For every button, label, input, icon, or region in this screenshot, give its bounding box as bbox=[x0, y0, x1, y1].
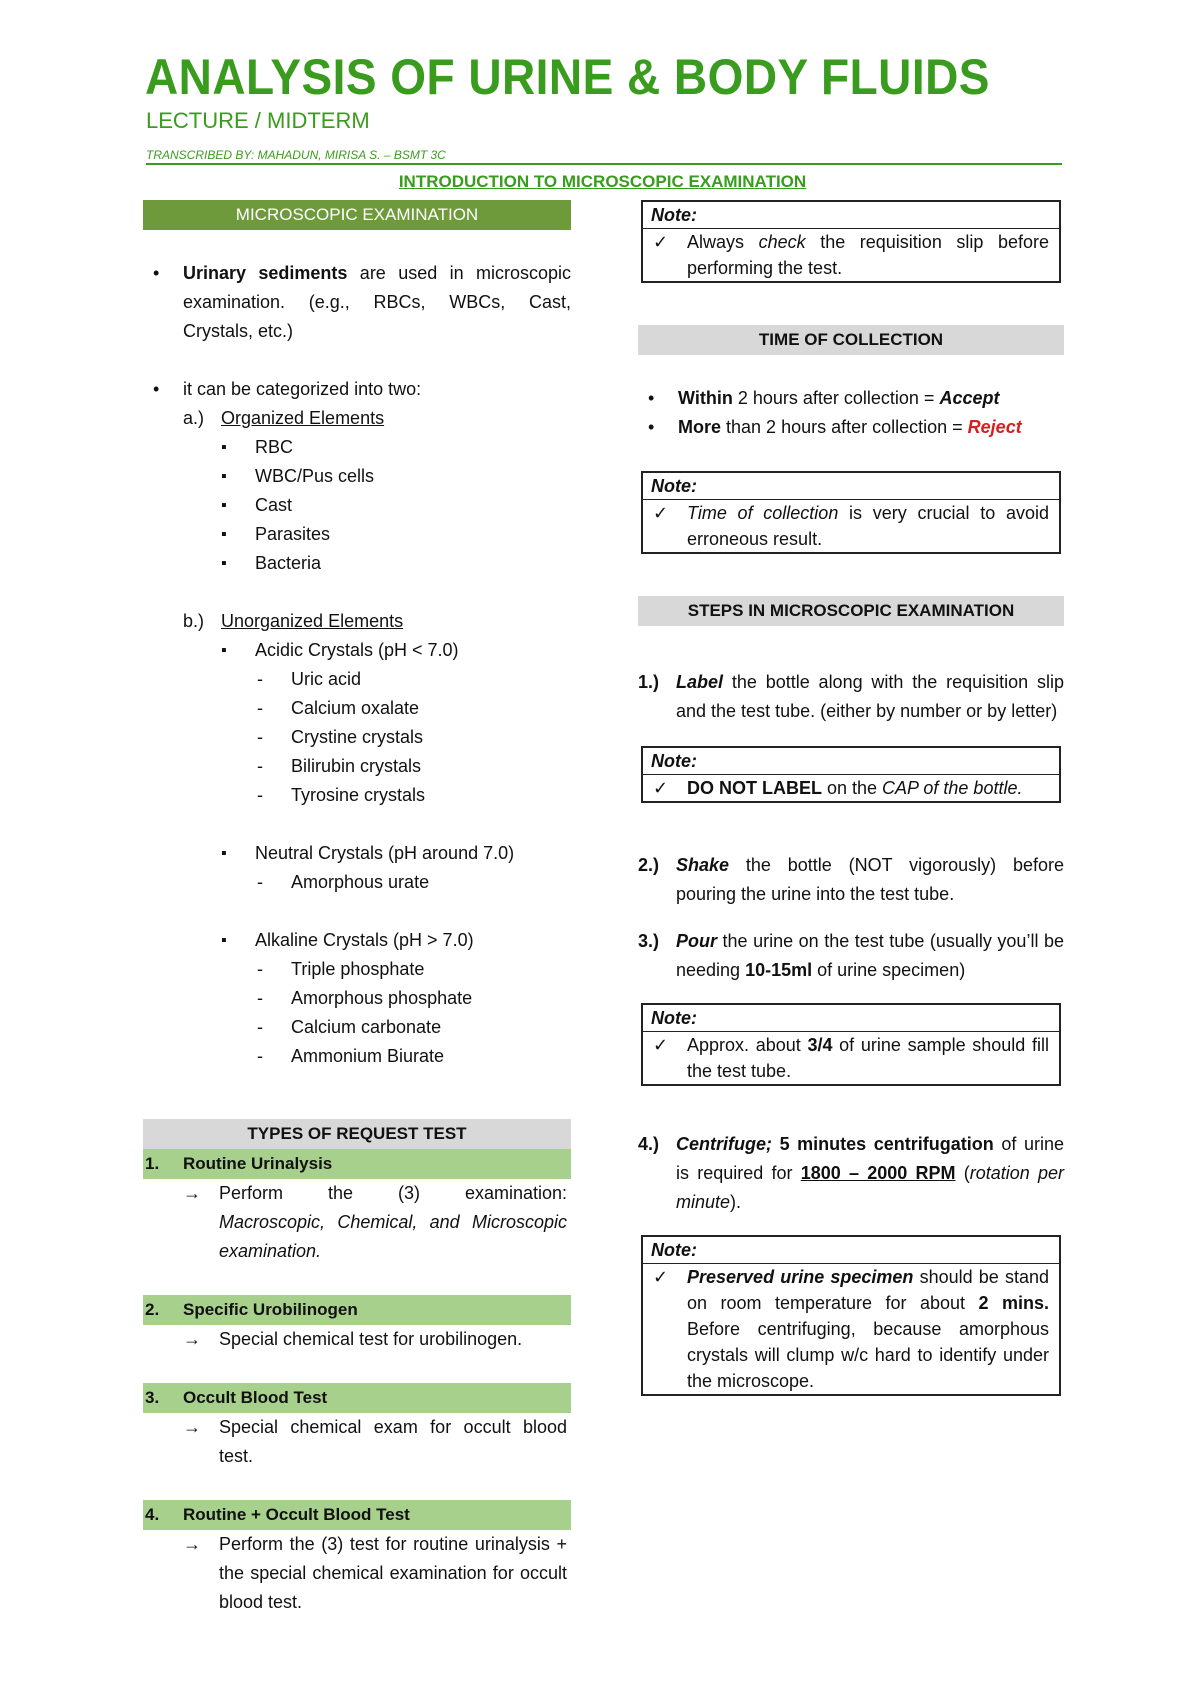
description-text: Perform the (3) examination: bbox=[219, 1183, 567, 1203]
step-text: ). bbox=[730, 1192, 742, 1212]
request-title: Routine + Occult Blood Test bbox=[183, 1505, 410, 1524]
step-keyword: Shake bbox=[676, 855, 730, 875]
note-bold: 3/4 bbox=[807, 1035, 833, 1055]
organized-elements-label bbox=[143, 404, 571, 433]
note-box-volume bbox=[641, 1003, 1061, 1086]
request-description bbox=[143, 1179, 571, 1266]
request-title: Occult Blood Test bbox=[183, 1388, 328, 1407]
note-bold-italic: Preserved urine specimen bbox=[687, 1267, 914, 1287]
bullet-more-than-2-hours bbox=[638, 413, 1064, 442]
bullet-within-2-hours bbox=[638, 384, 1064, 413]
step-number: 3.) bbox=[638, 931, 660, 951]
list-item: - Amorphous urate bbox=[143, 868, 571, 897]
note-label: Note: bbox=[643, 202, 1059, 229]
note-text: Approx. about bbox=[687, 1035, 808, 1055]
reject-label: Reject bbox=[967, 417, 1022, 437]
step-text: ( bbox=[955, 1163, 970, 1183]
step-text: the urine on the test tube (usually you’ll be needing bbox=[676, 931, 1064, 980]
list-letter: b.) bbox=[183, 611, 205, 631]
list-item: ▪ RBC bbox=[143, 433, 571, 462]
steps-header: STEPS IN MICROSCOPIC EXAMINATION bbox=[638, 596, 1064, 626]
note-box-requisition bbox=[641, 200, 1061, 283]
request-description bbox=[143, 1530, 571, 1617]
alkaline-crystals-list bbox=[143, 955, 571, 1071]
list-item: - Ammonium Biurate bbox=[143, 1042, 571, 1071]
microscopic-examination-header: MICROSCOPIC EXAMINATION bbox=[143, 200, 571, 230]
note-bold: 2 mins. bbox=[978, 1293, 1049, 1313]
request-description bbox=[143, 1413, 571, 1471]
list-item: - Crystine crystals bbox=[143, 723, 571, 752]
step-bold: 10-15ml bbox=[745, 960, 813, 980]
right-column bbox=[638, 200, 1064, 1396]
note-text: should be stand on room temperature for about bbox=[687, 1267, 1049, 1313]
list-item: - Bilirubin crystals bbox=[143, 752, 571, 781]
list-item: - Amorphous phosphate bbox=[143, 984, 571, 1013]
note-label: Note: bbox=[643, 1005, 1059, 1032]
step-number: 4.) bbox=[638, 1134, 660, 1154]
neutral-crystals-list bbox=[143, 868, 571, 897]
check-icon: ✓ bbox=[653, 1035, 669, 1055]
step-text: of urine is required for bbox=[676, 1134, 1064, 1183]
list-item: ▪ Cast bbox=[143, 491, 571, 520]
request-occult-blood-test bbox=[143, 1383, 571, 1413]
note-body bbox=[643, 500, 1059, 552]
step-4 bbox=[638, 1130, 1064, 1217]
note-label: Note: bbox=[643, 473, 1059, 500]
check-icon: ✓ bbox=[653, 778, 669, 798]
request-routine-plus-occult bbox=[143, 1500, 571, 1530]
description-text: Special chemical exam for occult blood test. bbox=[219, 1417, 567, 1466]
step-keyword: Label bbox=[676, 672, 724, 692]
step-italic: rotation per minute bbox=[676, 1163, 1064, 1212]
request-description bbox=[143, 1325, 571, 1354]
step-text: the bottle (NOT vigorously) before pouring the urine into the test tube. bbox=[676, 855, 1064, 904]
step-number: 1.) bbox=[638, 672, 660, 692]
note-box-preserved bbox=[641, 1235, 1061, 1396]
document-title: ANALYSIS OF URINE & BODY FLUIDS bbox=[145, 49, 990, 105]
note-text: Before centrifuging, because amorphous crystals will clump w/c hard to identify under the microscope. bbox=[687, 1319, 1049, 1391]
list-item: - Uric acid bbox=[143, 665, 571, 694]
note-bold: DO NOT LABEL bbox=[687, 778, 822, 798]
bullet-text: are used in microscopic examination. (e.g., RBCs, WBCs, Cast, Crystals, etc.) bbox=[183, 263, 571, 341]
note-body bbox=[643, 1264, 1059, 1394]
acidic-crystals-label: ▪ Acidic Crystals (pH < 7.0) bbox=[143, 636, 571, 665]
request-routine-urinalysis bbox=[143, 1149, 571, 1179]
note-box-label bbox=[641, 746, 1061, 803]
unorganized-elements-label bbox=[143, 607, 571, 636]
step-bold: 5 minutes centrifugation bbox=[772, 1134, 994, 1154]
note-body bbox=[643, 1032, 1059, 1084]
note-text: Always bbox=[687, 232, 759, 252]
arrow-icon: → bbox=[183, 1417, 201, 1437]
list-item: - Triple phosphate bbox=[143, 955, 571, 984]
request-title: Routine Urinalysis bbox=[183, 1154, 333, 1173]
request-number: 4. bbox=[145, 1505, 160, 1524]
step-text: the bottle along with the requisition slip and the test tube. (either by number or by letter) bbox=[676, 672, 1064, 721]
arrow-icon: → bbox=[183, 1534, 201, 1554]
time-of-collection-header: TIME OF COLLECTION bbox=[638, 325, 1064, 355]
list-item: - Calcium oxalate bbox=[143, 694, 571, 723]
note-text: on the bbox=[822, 778, 883, 798]
list-item: ▪ Parasites bbox=[143, 520, 571, 549]
step-keyword: Pour bbox=[676, 931, 718, 951]
bullet-urinary-sediments bbox=[143, 259, 571, 346]
bullet-text: than 2 hours after collection = bbox=[721, 417, 968, 437]
step-text: of urine specimen) bbox=[812, 960, 966, 980]
request-number: 3. bbox=[145, 1388, 160, 1407]
description-italic: Macroscopic, Chemical, and Microscopic examination. bbox=[219, 1212, 567, 1261]
bold-term: Within bbox=[678, 388, 733, 408]
step-1 bbox=[638, 668, 1064, 726]
bullet-categorized: • it can be categorized into two: bbox=[143, 375, 571, 404]
types-of-request-header: TYPES OF REQUEST TEST bbox=[143, 1119, 571, 1149]
note-label: Note: bbox=[643, 1237, 1059, 1264]
bold-term: Urinary sediments bbox=[183, 263, 348, 283]
request-specific-urobilinogen bbox=[143, 1295, 571, 1325]
list-item: - Tyrosine crystals bbox=[143, 781, 571, 810]
note-body bbox=[643, 775, 1059, 801]
step-3 bbox=[638, 927, 1064, 985]
bullet-text: 2 hours after collection = bbox=[732, 388, 940, 408]
description-text: Perform the (3) test for routine urinalysis + the special chemical examination for occult blood test. bbox=[219, 1534, 567, 1612]
list-letter: a.) bbox=[183, 408, 205, 428]
arrow-icon: → bbox=[183, 1183, 201, 1203]
note-text: is very crucial to avoid erroneous result. bbox=[687, 503, 1049, 549]
document-subtitle: LECTURE / MIDTERM bbox=[146, 108, 370, 133]
acidic-crystals-list bbox=[143, 665, 571, 810]
bold-term: More bbox=[678, 417, 722, 437]
note-italic: CAP of the bottle. bbox=[882, 778, 1023, 798]
request-title: Specific Urobilinogen bbox=[183, 1300, 358, 1319]
section-heading: INTRODUCTION TO MICROSCOPIC EXAMINATION bbox=[398, 172, 807, 191]
check-icon: ✓ bbox=[653, 1267, 669, 1287]
step-number: 2.) bbox=[638, 855, 660, 875]
alkaline-crystals-label: ▪ Alkaline Crystals (pH > 7.0) bbox=[143, 926, 571, 955]
note-text: the requisition slip before performing the test. bbox=[687, 232, 1050, 278]
transcriber-line: TRANSCRIBED BY: MAHADUN, MIRISA S. – BSMT 3C bbox=[146, 148, 1062, 165]
neutral-crystals-label: ▪ Neutral Crystals (pH around 7.0) bbox=[143, 839, 571, 868]
list-item: ▪ WBC/Pus cells bbox=[143, 462, 571, 491]
list-label: Unorganized Elements bbox=[221, 611, 404, 631]
request-number: 1. bbox=[145, 1154, 160, 1173]
note-body bbox=[643, 229, 1059, 281]
note-italic: Time of collection bbox=[687, 503, 839, 523]
request-number: 2. bbox=[145, 1300, 160, 1319]
note-italic: check bbox=[758, 232, 806, 252]
list-item: ▪ Bacteria bbox=[143, 549, 571, 578]
list-label: Organized Elements bbox=[221, 408, 385, 428]
rpm-value: 1800 – 2000 RPM bbox=[800, 1163, 956, 1183]
arrow-icon: → bbox=[183, 1329, 201, 1349]
check-icon: ✓ bbox=[653, 232, 669, 252]
note-text: of urine sample should fill the test tube. bbox=[687, 1035, 1049, 1081]
list-item: - Calcium carbonate bbox=[143, 1013, 571, 1042]
organized-elements-list bbox=[143, 433, 571, 578]
step-2 bbox=[638, 851, 1064, 909]
description-text: Special chemical test for urobilinogen. bbox=[219, 1329, 523, 1349]
note-label: Note: bbox=[643, 748, 1059, 775]
note-box-time bbox=[641, 471, 1061, 554]
accept-label: Accept bbox=[939, 388, 1000, 408]
step-keyword: Centrifuge; bbox=[676, 1134, 772, 1154]
check-icon: ✓ bbox=[653, 503, 669, 523]
left-column bbox=[143, 200, 571, 1617]
